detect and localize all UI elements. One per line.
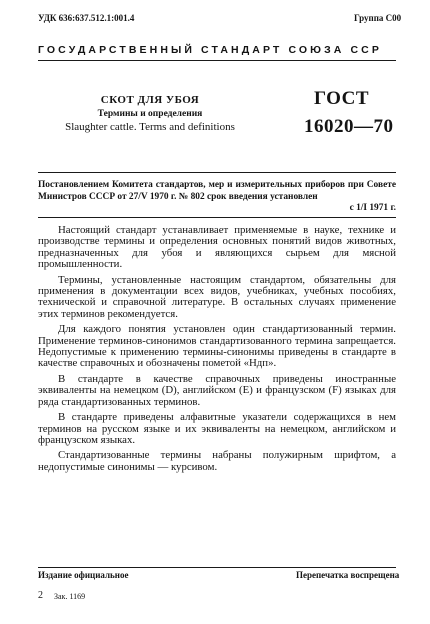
resolution-divider [38,217,396,218]
document-title-english: Slaughter cattle. Terms and definitions [65,121,235,133]
official-edition-label: Издание официальное [38,570,129,580]
order-number: Зак. 1169 [54,592,86,601]
udk-code: УДК 636:637.512.1:001.4 [38,13,135,23]
document-subtitle: Термины и определения [97,109,203,119]
body-text [38,225,396,477]
footer-divider [38,567,396,568]
resolution-date: с 1/I 1971 г. [349,203,396,214]
paragraph: Для каждого понятия установлен один стандартизованный термин. Применение терминов-синонимов стандартизованного термина запрещается. Недопустимые к применению термины-синонимы приведены в стандарте в качестве справочных и обозначены пометой «Ндп». [38,323,396,370]
group-code: Группа С00 [354,13,402,23]
title-divider [38,172,396,173]
paragraph: В стандарте в качестве справочных приведены иностранные эквиваленты на немецком (D), английском (E) и французском (F) языках для ряда стандартизованных терминов. [38,372,396,408]
gost-label: ГОСТ [314,88,370,109]
paragraph: В стандарте приведены алфавитные указатели содержащихся в нем терминов на русском языке и их эквиваленты на немецком, английском и французском языках. [38,411,396,446]
reprint-prohibited-label: Перепечатка воспрещена [296,570,400,580]
paragraph: Термины, установленные настоящим стандартом, обязательны для применения в документации всех видов, учебниках, учебных пособиях, технической и справочной литературе. В остальных случаях применение этих терминов рекомендуется. [38,273,396,320]
gost-number: 16020—70 [304,116,394,137]
resolution-block [38,180,396,215]
top-divider [38,60,396,61]
page-number: 2 [38,590,43,601]
paragraph: Стандартизованные термины набраны полужирным шрифтом, а недопустимые синонимы — курсивом. [38,449,396,473]
document-title: СКОТ ДЛЯ УБОЯ [100,94,200,106]
paragraph: Настоящий стандарт устанавливает применяемые в науке, технике и производстве термины и определения основных понятий видов животных, предназначенных для убоя и являющихся сырьем для мясной промышленности. [38,224,396,271]
state-standard-heading: ГОСУДАРСТВЕННЫЙ СТАНДАРТ СОЮЗА ССР [38,44,382,56]
resolution-text: Постановлением Комитета стандартов, мер и измерительных приборов при Совете Министров СССР от 27/V 1970 г. № 802 срок введения установлен [38,180,396,202]
